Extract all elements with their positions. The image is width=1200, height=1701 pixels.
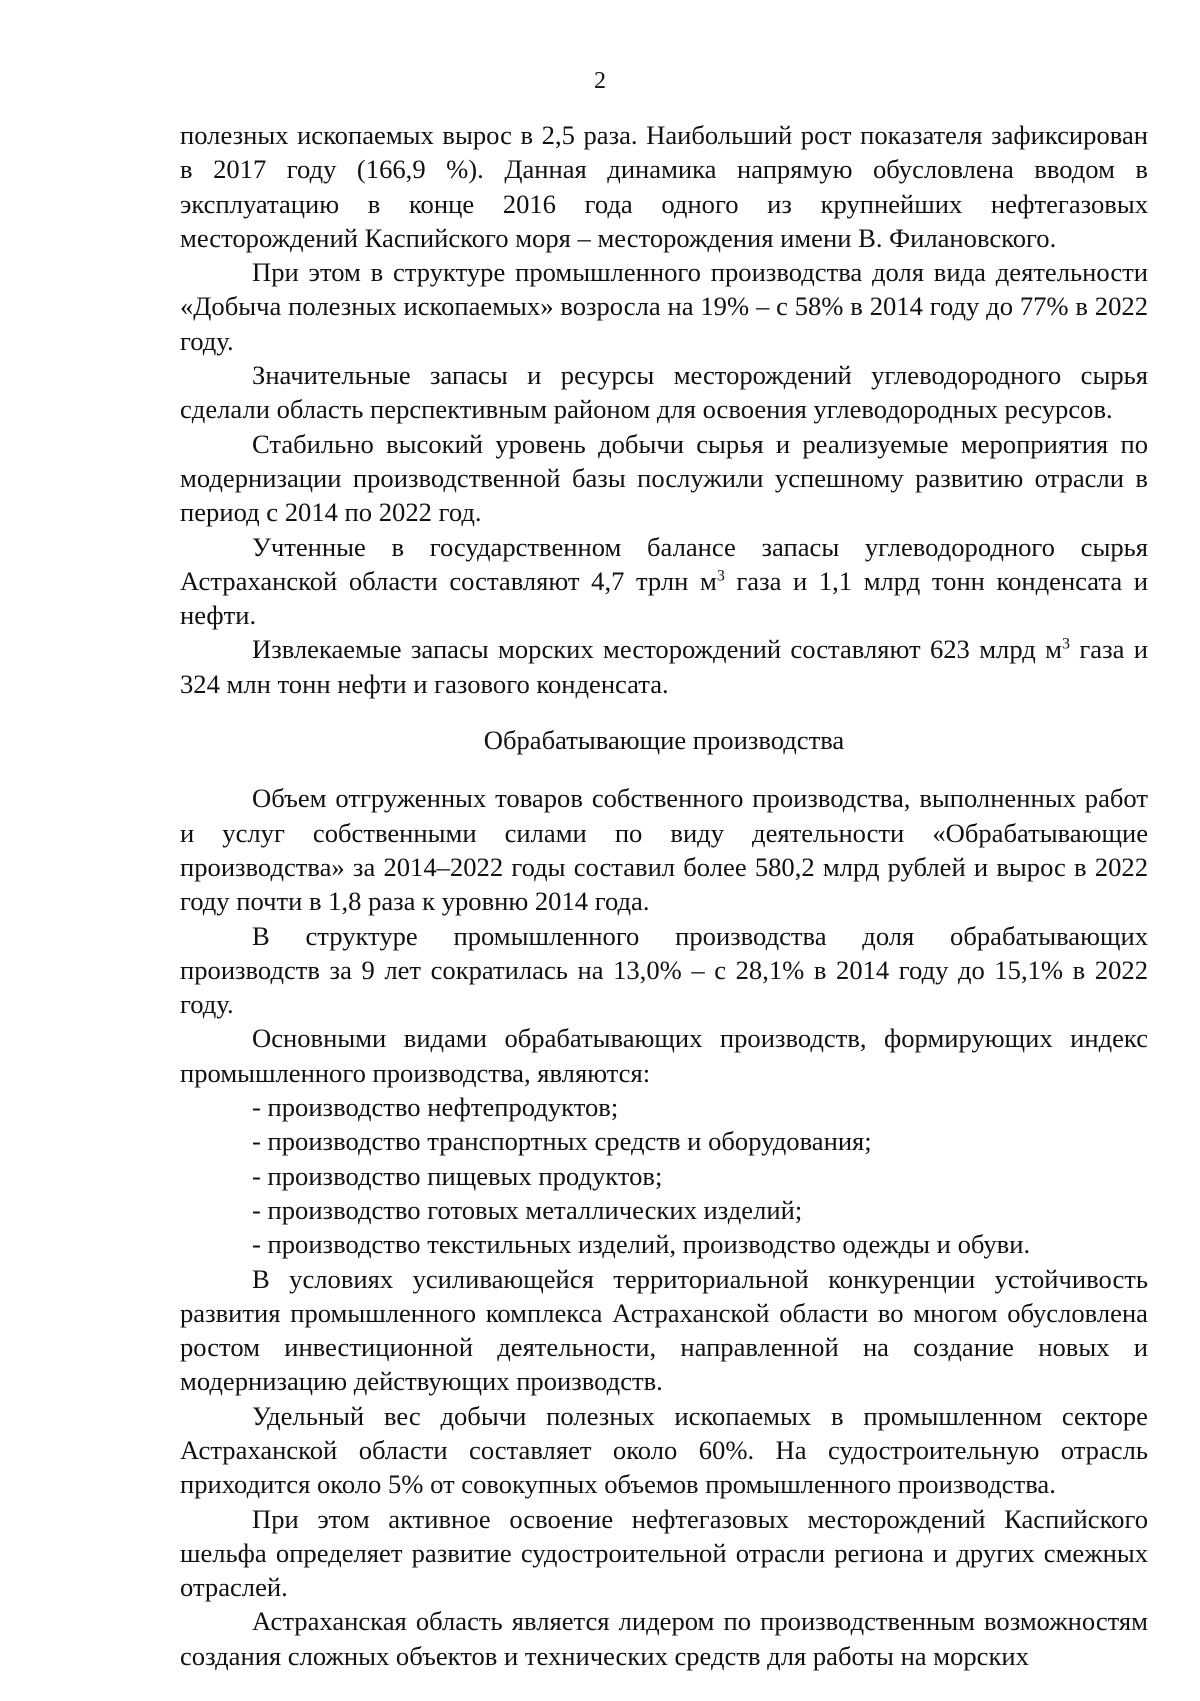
text-run: газа и 324 млн тонн нефти и газового конденсата.	[180, 634, 1148, 699]
paragraph: Удельный вес добычи полезных ископаемых в промышленном секторе Астраханской области составляет около 60%. На судостроительную отрасль приходится около 5% от совокупных объемов промышленного производства.	[180, 1400, 1148, 1500]
paragraph: Астраханская область является лидером по производственным возможностям создания сложных объектов и технических средств для работы на морских	[180, 1606, 1148, 1671]
paragraph	[180, 632, 1148, 701]
superscript: 3	[1062, 635, 1070, 653]
text-run: газа и 1,1 млрд тонн конденсата и нефти.	[180, 565, 1148, 631]
paragraph: В условиях усиливающейся территориальной конкуренции устойчивость развития промышленного комплекса Астраханской области во многом обусловлена ростом инвестиционной деятельности, направленной на создание новых и модернизацию действующих производств.	[180, 1263, 1148, 1397]
text-run: Извлекаемые запасы морских месторождений составляют 623 млрд м	[252, 634, 1062, 665]
paragraph: При этом активное освоение нефтегазовых месторождений Каспийского шельфа определяет развитие судостроительной отрасли региона и других смежных отраслей.	[180, 1503, 1148, 1603]
paragraph: При этом в структуре промышленного производства доля вида деятельности «Добыча полезных ископаемых» возросла на 19% – с 58% в 2014 году до 77% в 2022 году.	[180, 257, 1148, 356]
paragraph: полезных ископаемых вырос в 2,5 раза. Наибольший рост показателя зафиксирован в 2017 году (166,9 %). Данная динамика напрямую обусловлена вводом в эксплуатацию в конце 2016 года одного из крупнейших нефтегазовых месторождений Каспийского моря – месторождения имени В. Филановского.	[180, 120, 1148, 253]
list-item: - производство пищевых продуктов;	[252, 1160, 663, 1191]
paragraph: Объем отгруженных товаров собственного производства, выполненных работ и услуг собственными силами по виду деятельности «Обрабатывающие производства» за 2014–2022 годы составил более 580,2 млрд рублей и вырос в 2022 году почти в 1,8 раза к уровню 2014 года.	[180, 783, 1148, 917]
section-heading: Обрабатывающие производства	[483, 725, 845, 756]
page-number: 2	[594, 68, 606, 94]
paragraph	[180, 530, 1148, 633]
paragraph: Значительные запасы и ресурсы месторождений углеводородного сырья сделали область перспективным районом для освоения углеводородных ресурсов.	[180, 360, 1148, 425]
list-item: - производство готовых металлических изделий;	[252, 1194, 803, 1225]
paragraph: Основными видами обрабатывающих производств, формирующих индекс промышленного производства, являются:	[180, 1023, 1148, 1088]
list-item: - производство текстильных изделий, производство одежды и обуви.	[252, 1229, 1031, 1260]
superscript: 3	[716, 567, 725, 585]
list-item: - производство нефтепродуктов;	[252, 1092, 619, 1123]
list-item: - производство транспортных средств и оборудования;	[252, 1126, 872, 1157]
paragraph: Стабильно высокий уровень добычи сырья и реализуемые мероприятия по модернизации производственной базы послужили успешному развитию отрасли в период с 2014 по 2022 год.	[180, 428, 1148, 528]
text-run: Учтенные в государственном балансе запасы углеводородного сырья Астраханской области составляют 4,7 трлн м	[180, 531, 1148, 596]
document-body	[180, 118, 1148, 1673]
paragraph: В структуре промышленного производства доля обрабатывающих производств за 9 лет сократилась на 13,0% – с 28,1% в 2014 году до 15,1% в 2022 году.	[180, 920, 1148, 1020]
